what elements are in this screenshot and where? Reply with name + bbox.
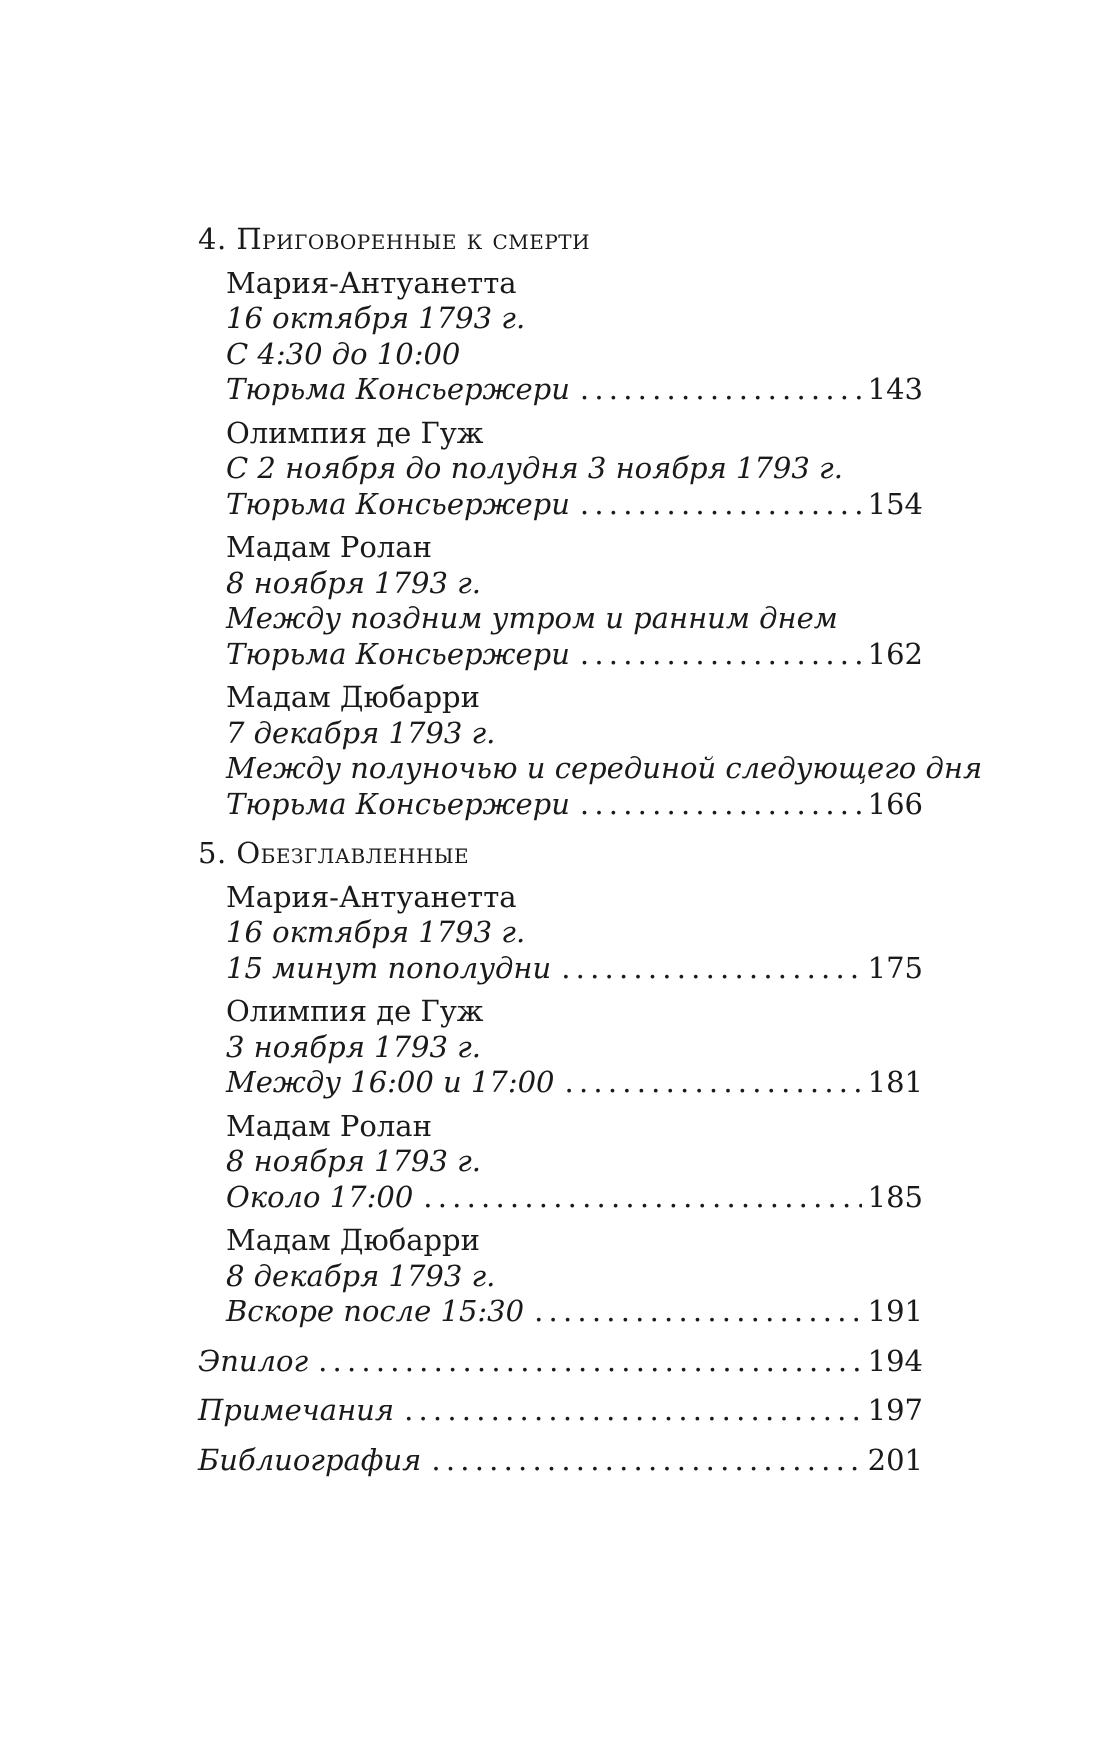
dot-leader xyxy=(565,1065,862,1101)
table-of-contents xyxy=(198,222,983,1478)
toc-entry xyxy=(198,530,923,672)
entry-detail: 3 ноября 1793 г. xyxy=(226,1029,482,1064)
entry-detail: 16 октября 1793 г. xyxy=(226,915,526,949)
page-number: 143 xyxy=(867,372,923,406)
entry-name: Мадам Дюбарри xyxy=(226,1223,480,1257)
entry-detail: Между полуночью и серединой следующего дня xyxy=(226,751,983,785)
entry-name: Мария-Антуанетта xyxy=(226,265,517,300)
entry-detail: 8 ноября 1793 г. xyxy=(226,565,482,600)
entry-name: Олимпия де Гуж xyxy=(226,415,484,450)
dot-leader xyxy=(580,787,862,823)
dot-leader xyxy=(423,1180,861,1216)
dot-leader xyxy=(561,951,861,987)
entry-name: Мадам Ролан xyxy=(226,1108,432,1143)
entry-name: Мария-Антуанетта xyxy=(226,879,517,914)
page-number: 197 xyxy=(867,1393,923,1427)
entry-leader-line xyxy=(198,1065,923,1101)
toc-section-notes xyxy=(198,1393,923,1429)
entry-time: Около 17:00 xyxy=(226,1179,414,1214)
dot-leader xyxy=(580,372,862,408)
entry-leader-line xyxy=(198,487,923,523)
toc-entry xyxy=(198,1223,923,1330)
page-number: 181 xyxy=(867,1065,923,1099)
dot-leader xyxy=(580,487,862,523)
toc-section-bibliography xyxy=(198,1443,923,1479)
entry-leader-line xyxy=(198,1294,923,1330)
page-number: 175 xyxy=(867,950,923,985)
page-number: 154 xyxy=(867,486,923,521)
page-number: 191 xyxy=(867,1294,923,1328)
toc-entry xyxy=(198,1109,923,1216)
page-number: 185 xyxy=(867,1179,923,1214)
entry-time: Вскоре после 15:30 xyxy=(226,1294,525,1328)
dot-leader xyxy=(431,1443,861,1479)
page-number: 194 xyxy=(867,1343,923,1378)
entry-time: 15 минут пополудни xyxy=(226,950,552,985)
entry-time: Между 16:00 и 17:00 xyxy=(226,1065,555,1099)
entry-detail: 7 декабря 1793 г. xyxy=(226,715,496,750)
entry-leader-line xyxy=(198,372,923,408)
page-number: 166 xyxy=(867,786,923,821)
entry-leader-line xyxy=(198,637,923,673)
entry-detail: Между поздним утром и ранним днем xyxy=(226,601,838,635)
chapter-title: 4. Приговоренные к смерти xyxy=(198,222,591,256)
entry-name: Мадам Дюбарри xyxy=(226,680,480,714)
dot-leader xyxy=(318,1344,862,1380)
toc-section-epilogue xyxy=(198,1344,923,1380)
toc-entry xyxy=(198,266,923,408)
toc-entry xyxy=(198,880,923,987)
entry-name: Олимпия де Гуж xyxy=(226,994,484,1028)
entry-location: Тюрьма Консьержери xyxy=(226,636,570,671)
entry-leader-line xyxy=(198,787,923,823)
entry-leader-line xyxy=(198,951,923,987)
dot-leader xyxy=(534,1294,862,1330)
section-title: Эпилог xyxy=(198,1343,309,1378)
page-number: 162 xyxy=(867,636,923,671)
entry-detail: С 4:30 до 10:00 xyxy=(226,336,461,371)
entry-detail: 16 октября 1793 г. xyxy=(226,301,526,335)
entry-detail: 8 декабря 1793 г. xyxy=(226,1258,496,1293)
entry-leader-line xyxy=(198,1180,923,1216)
entry-detail: 8 ноября 1793 г. xyxy=(226,1144,482,1178)
section-title: Примечания xyxy=(198,1393,395,1427)
entry-location: Тюрьма Консьержери xyxy=(226,786,570,821)
toc-entry xyxy=(198,416,923,523)
entry-location: Тюрьма Консьержери xyxy=(226,372,570,406)
toc-entry xyxy=(198,680,983,822)
dot-leader xyxy=(404,1393,862,1429)
section-title: Библиография xyxy=(198,1442,422,1477)
entry-detail: С 2 ноября до полудня 3 ноября 1793 г. xyxy=(226,451,843,485)
page-number: 201 xyxy=(867,1442,923,1477)
entry-name: Мадам Ролан xyxy=(226,530,432,564)
dot-leader xyxy=(580,637,862,673)
entry-location: Тюрьма Консьержери xyxy=(226,486,570,521)
chapter-title: 5. Обезглавленные xyxy=(198,836,470,870)
toc-entry xyxy=(198,994,923,1101)
